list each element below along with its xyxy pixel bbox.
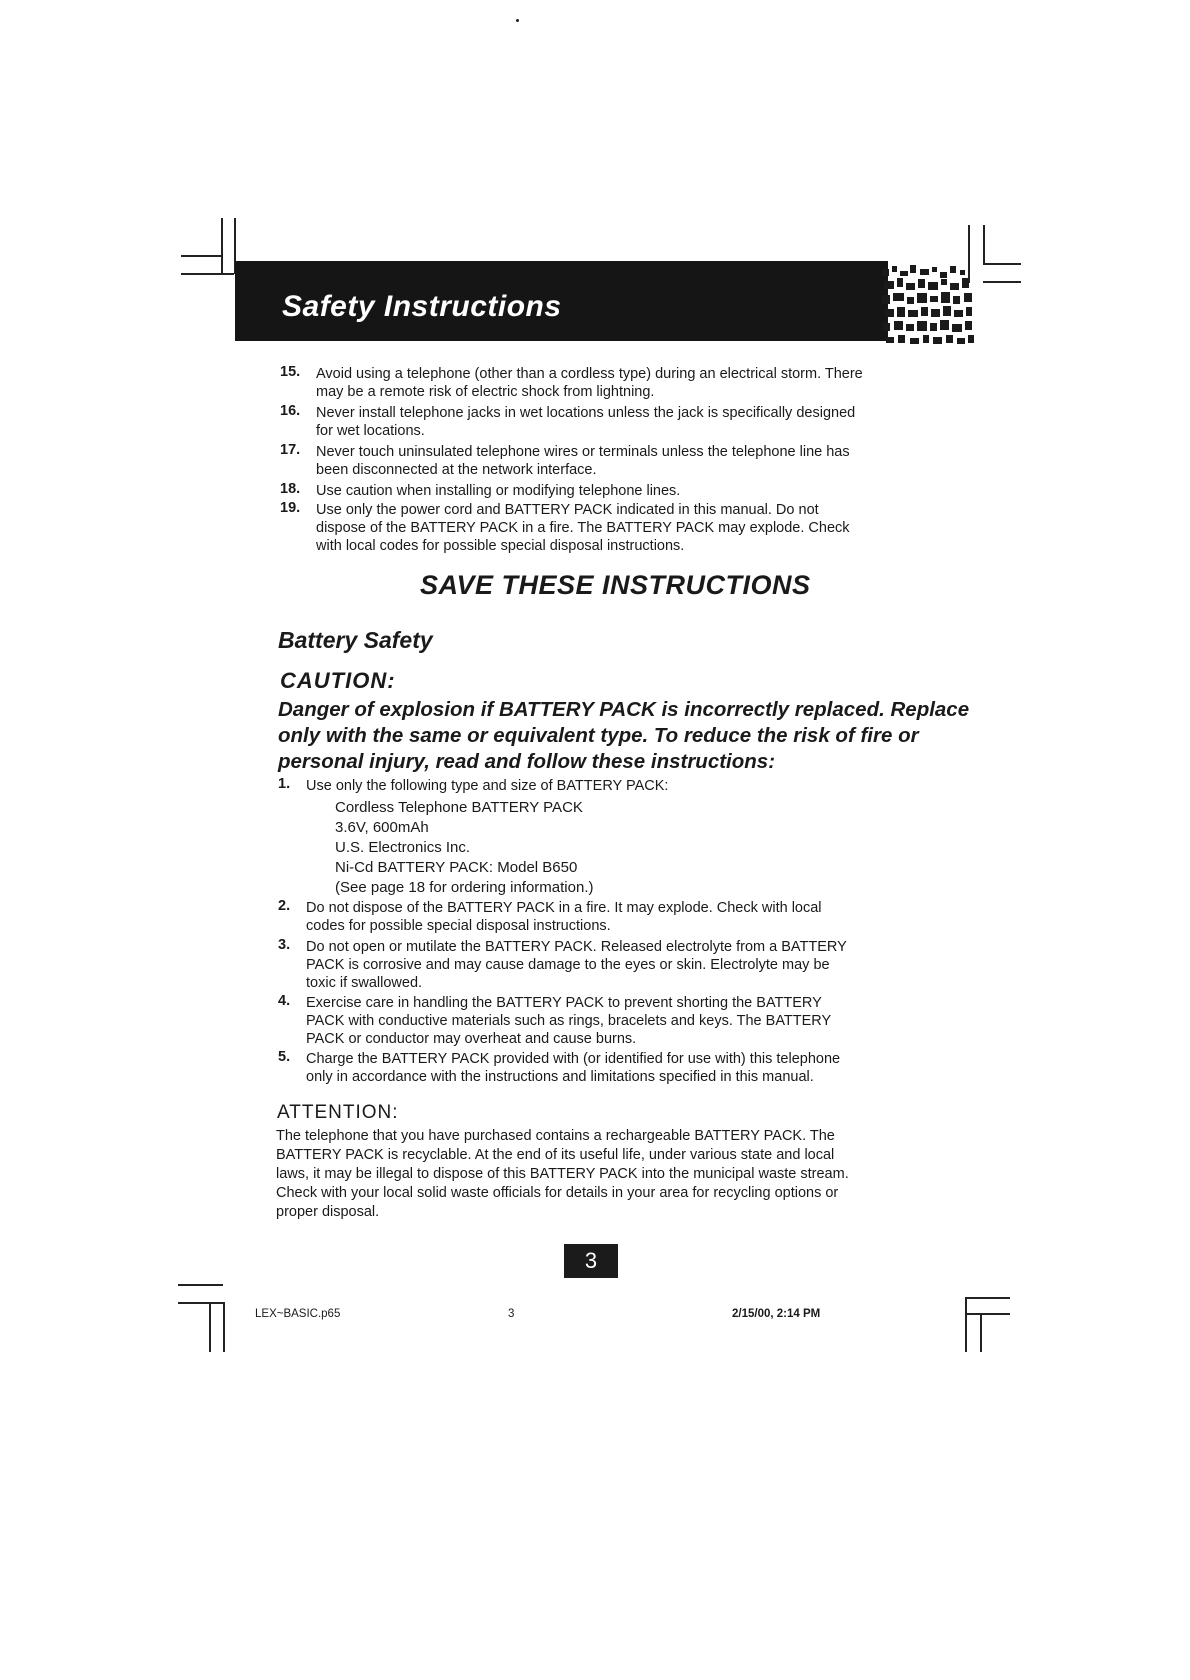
- attention-text: laws, it may be illegal to dispose of this BATTERY PACK into the municipal waste stream.: [276, 1166, 849, 1182]
- battery-spec-line: Cordless Telephone BATTERY PACK: [335, 799, 583, 816]
- list-item-text: Use only the power cord and BATTERY PACK indicated in this manual. Do not: [316, 502, 819, 518]
- crop-mark: [181, 273, 234, 275]
- crop-mark: [209, 1302, 211, 1352]
- list-item-text: Never install telephone jacks in wet locations unless the jack is specifically designed: [316, 405, 856, 421]
- list-item-text: toxic if swallowed.: [306, 975, 423, 991]
- save-instructions-heading: SAVE THESE INSTRUCTIONS: [420, 570, 811, 600]
- list-item-number: 18.: [280, 481, 301, 497]
- list-item-text: Never touch uninsulated telephone wires or terminals unless the telephone line has: [316, 444, 850, 460]
- caution-text: only with the same or equivalent type. To reduce the risk of fire or: [278, 724, 919, 747]
- list-item-text: Avoid using a telephone (other than a cordless type) during an electrical storm. There: [316, 366, 863, 382]
- battery-spec-line: 3.6V, 600mAh: [335, 819, 429, 836]
- list-item-number: 19.: [280, 500, 301, 516]
- list-item-text: codes for possible special disposal instructions.: [306, 918, 611, 934]
- battery-spec-line: (See page 18 for ordering information.): [335, 879, 594, 896]
- list-item-number: 16.: [280, 403, 301, 419]
- list-item-text: Charge the BATTERY PACK provided with (or identified for use with) this telephone: [306, 1051, 841, 1067]
- attention-text: BATTERY PACK is recyclable. At the end of its useful life, under various state and local: [276, 1147, 835, 1163]
- list-item-number: 2.: [278, 898, 291, 914]
- list-item-number: 15.: [280, 364, 301, 380]
- list-item-text: Do not dispose of the BATTERY PACK in a fire. It may explode. Check with local: [306, 900, 822, 916]
- page-number-badge: 3: [564, 1244, 618, 1278]
- footer-datetime: 2/15/00, 2:14 PM: [732, 1308, 821, 1320]
- battery-spec-line: Ni-Cd BATTERY PACK: Model B650: [335, 859, 578, 876]
- caution-text: personal injury, read and follow these instructions:: [278, 750, 776, 773]
- crop-mark: [983, 225, 985, 263]
- list-item-text: with local codes for possible special disposal instructions.: [316, 538, 685, 554]
- attention-text: The telephone that you have purchased contains a rechargeable BATTERY PACK. The: [276, 1128, 835, 1144]
- list-item-text: Exercise care in handling the BATTERY PACK to prevent shorting the BATTERY: [306, 995, 822, 1011]
- attention-text: proper disposal.: [276, 1204, 380, 1220]
- list-item-number: 4.: [278, 993, 291, 1009]
- list-item-number: 17.: [280, 442, 301, 458]
- list-item-text: Do not open or mutilate the BATTERY PACK. Released electrolyte from a BATTERY: [306, 939, 847, 955]
- caution-text: Danger of explosion if BATTERY PACK is incorrectly replaced. Replace: [278, 698, 970, 721]
- caution-heading: CAUTION:: [280, 668, 396, 693]
- crop-mark: [178, 1284, 223, 1286]
- crop-mark: [221, 218, 223, 274]
- battery-spec-line: U.S. Electronics Inc.: [335, 839, 471, 856]
- crop-mark: [181, 255, 221, 257]
- list-item-number: 5.: [278, 1049, 291, 1065]
- list-item-text: only in accordance with the instructions and limitations specified in this manual.: [306, 1069, 814, 1085]
- section-heading: Battery Safety: [278, 627, 433, 653]
- crop-mark: [965, 1297, 967, 1352]
- crop-mark: [980, 1313, 982, 1352]
- list-item-text: been disconnected at the network interface.: [316, 462, 597, 478]
- crop-mark: [965, 1297, 1010, 1299]
- halftone-pattern: [880, 263, 980, 351]
- crop-mark: [965, 1313, 1010, 1315]
- crop-mark: [223, 1302, 225, 1352]
- registration-dot: [516, 19, 519, 22]
- crop-mark: [178, 1302, 223, 1304]
- footer-page: 3: [508, 1308, 515, 1320]
- list-item-number: 3.: [278, 937, 291, 953]
- page-title: Safety Instructions: [282, 290, 562, 323]
- list-item-text: may be a remote risk of electric shock from lightning.: [316, 384, 655, 400]
- crop-mark: [983, 263, 1021, 265]
- list-item-text: PACK or conductor may overheat and cause burns.: [306, 1031, 637, 1047]
- list-item-number: 1.: [278, 776, 291, 792]
- footer-filename: LEX~BASIC.p65: [255, 1308, 341, 1320]
- list-item-text: Use only the following type and size of BATTERY PACK:: [306, 778, 669, 794]
- list-item-text: dispose of the BATTERY PACK in a fire. The BATTERY PACK may explode. Check: [316, 520, 850, 536]
- list-item-text: for wet locations.: [316, 423, 425, 439]
- list-item-text: PACK with conductive materials such as rings, bracelets and keys. The BATTERY: [306, 1013, 832, 1029]
- list-item-text: PACK is corrosive and may cause damage to the eyes or skin. Electrolyte may be: [306, 957, 830, 973]
- list-item-text: Use caution when installing or modifying telephone lines.: [316, 483, 681, 499]
- attention-text: Check with your local solid waste officials for details in your area for recycling options or: [276, 1185, 839, 1201]
- crop-mark: [983, 281, 1021, 283]
- attention-heading: ATTENTION:: [277, 1102, 399, 1123]
